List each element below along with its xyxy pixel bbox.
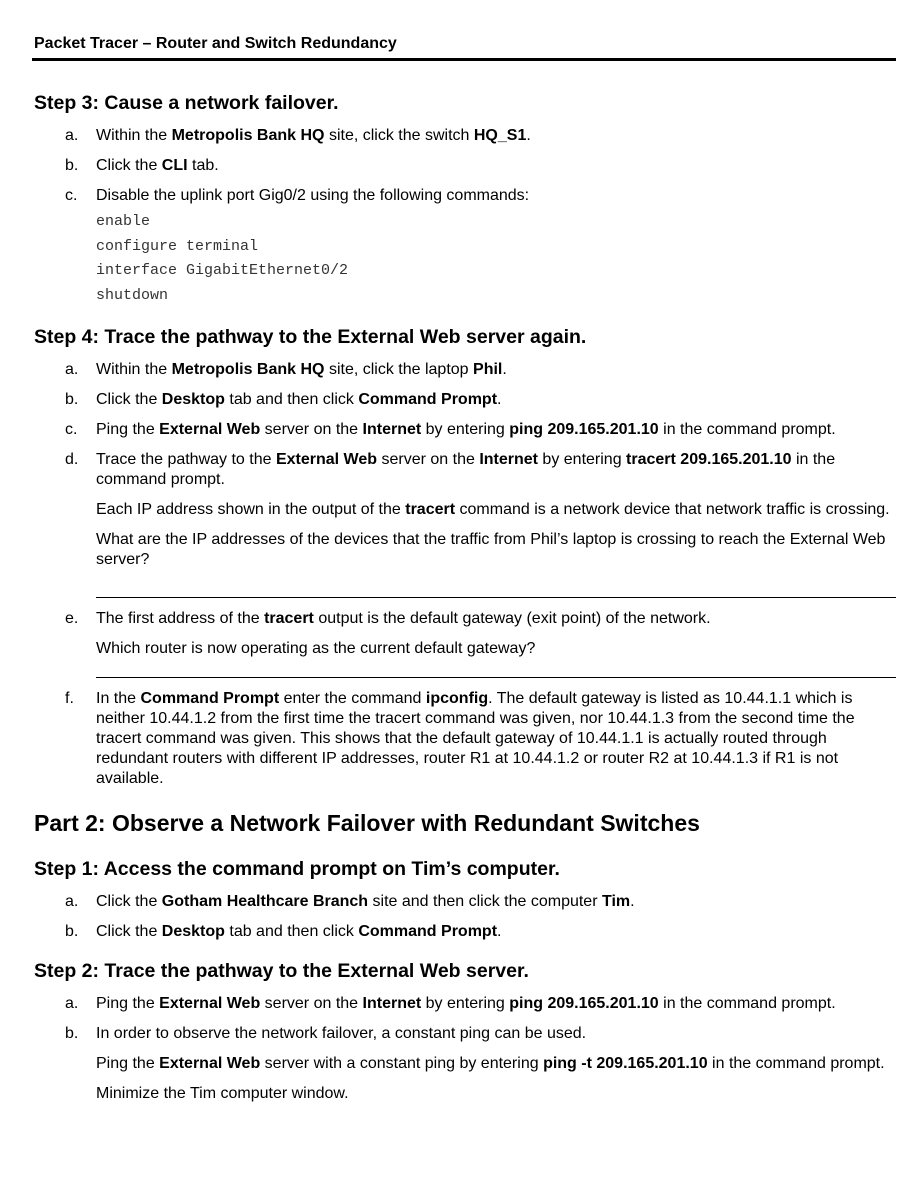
command-line: interface GigabitEthernet0/2 bbox=[96, 262, 349, 279]
step4-heading: Step 4: Trace the pathway to the External Web server again. bbox=[34, 326, 587, 348]
item-label: e. bbox=[65, 610, 79, 627]
step4-item-b: b. Click the Desktop tab and then click Command Prompt. bbox=[65, 391, 502, 408]
part2-step2-item-a: a. Ping the External Web server on the Internet by entering ping 209.165.201.10 in the command prompt. bbox=[65, 995, 836, 1012]
step3-heading: Step 3: Cause a network failover. bbox=[34, 92, 339, 114]
item-label: b. bbox=[65, 391, 79, 408]
item-label: b. bbox=[65, 923, 79, 940]
item-label: c. bbox=[65, 187, 78, 204]
item-label: b. bbox=[65, 1025, 79, 1042]
step4-item-f: f. In the Command Prompt enter the command ipconfig. The default gateway is listed as 10.44.1.1 which is neither 10.44.1.2 from the first time the tracert command was given, nor 10.44.1.3 from the second time the tracert command was given. This shows that the default gateway of 10.44.1.1 is actually routed through redundant routers with different IP addresses, router R1 at 10.44.1.2 or router R2 at 10.44.1.3 if R1 is not available. bbox=[65, 690, 855, 787]
part2-step2-heading: Step 2: Trace the pathway to the External Web server. bbox=[34, 960, 529, 982]
item-label: a. bbox=[65, 127, 79, 144]
step4-item-e: e. The first address of the tracert output is the default gateway (exit point) of the network. bbox=[65, 610, 711, 627]
item-label: a. bbox=[65, 995, 79, 1012]
part2-step2-b-paragraph-1: Ping the External Web server with a constant ping by entering ping -t 209.165.201.10 in the command prompt. bbox=[96, 1055, 885, 1072]
item-label: a. bbox=[65, 893, 79, 910]
step4-item-c: c. Ping the External Web server on the Internet by entering ping 209.165.201.10 in the command prompt. bbox=[65, 421, 836, 438]
part2-step2-item-b: b. In order to observe the network failover, a constant ping can be used. bbox=[65, 1025, 587, 1042]
step4-d-question: What are the IP addresses of the devices that the traffic from Phil’s laptop is crossing to reach the External Web server? bbox=[96, 531, 886, 568]
part2-step1-heading: Step 1: Access the command prompt on Tim’s computer. bbox=[34, 858, 560, 880]
part2-step2-b-paragraph-2: Minimize the Tim computer window. bbox=[96, 1085, 349, 1102]
item-label: b. bbox=[65, 157, 79, 174]
step4-d-paragraph-1: Each IP address shown in the output of the tracert command is a network device that network traffic is crossing. bbox=[96, 501, 890, 518]
part2-step1-item-b: b. Click the Desktop tab and then click Command Prompt. bbox=[65, 923, 502, 940]
command-line: shutdown bbox=[96, 286, 169, 304]
step4-e-question: Which router is now operating as the current default gateway? bbox=[96, 640, 536, 657]
part2-heading: Part 2: Observe a Network Failover with Redundant Switches bbox=[34, 810, 700, 836]
command-line: configure terminal bbox=[96, 237, 259, 255]
step3-item-b: b. Click the CLI tab. bbox=[65, 157, 219, 174]
item-label: c. bbox=[65, 421, 78, 438]
answer-line bbox=[96, 597, 896, 598]
item-label: d. bbox=[65, 451, 79, 468]
document-header: Packet Tracer – Router and Switch Redundancy bbox=[34, 35, 397, 52]
item-label: f. bbox=[65, 690, 74, 707]
item-label: a. bbox=[65, 361, 79, 378]
document-body bbox=[34, 90, 896, 1104]
step4-item-a: a. Within the Metropolis Bank HQ site, click the laptop Phil. bbox=[65, 361, 507, 378]
answer-line bbox=[96, 677, 896, 678]
command-block bbox=[34, 210, 896, 308]
command-line: enable bbox=[96, 213, 151, 230]
header-rule bbox=[32, 58, 896, 61]
step3-item-a: a. Within the Metropolis Bank HQ site, click the switch HQ_S1. bbox=[65, 127, 531, 144]
step4-item-d: d. Trace the pathway to the External Web server on the Internet by entering tracert 209.165.201.10 in the command prompt. bbox=[65, 451, 836, 488]
step3-item-c: c. Disable the uplink port Gig0/2 using the following commands: bbox=[65, 187, 530, 204]
part2-step1-item-a: a. Click the Gotham Healthcare Branch site and then click the computer Tim. bbox=[65, 893, 635, 910]
